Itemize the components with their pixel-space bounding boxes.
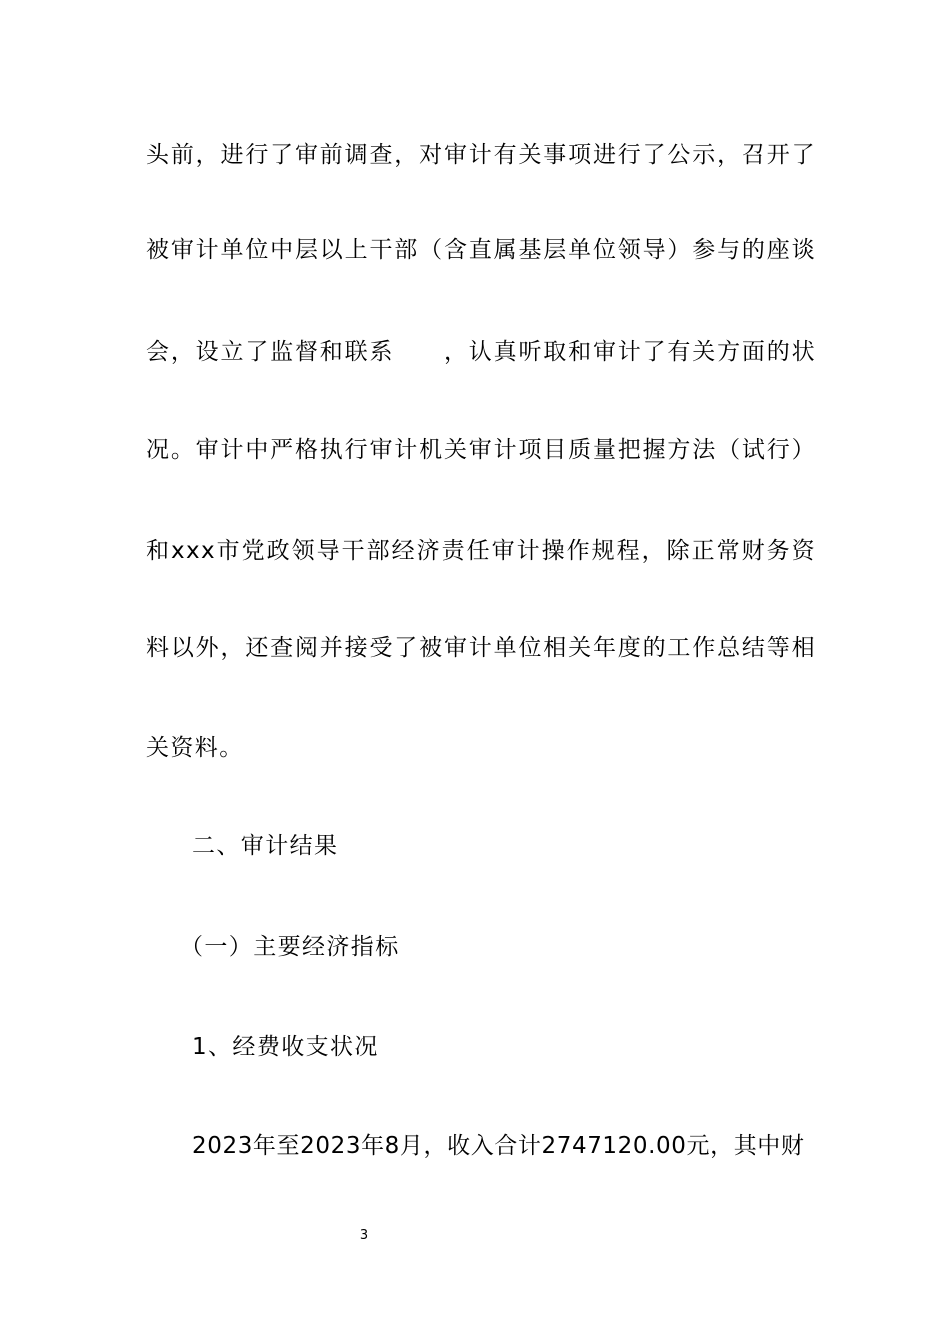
- body-text-line-2: 被审计单位中层以上干部（含直属基层单位领导）参与的座谈: [146, 237, 816, 263]
- body-text-line-3: 会，设立了监督和联系 ，认真听取和审计了有关方面的状: [146, 339, 816, 365]
- page-number: 3: [359, 1228, 369, 1243]
- section-heading: 二、审计结果: [192, 833, 339, 859]
- subsection-heading: （一）主要经济指标: [180, 934, 400, 960]
- body-text-last-line: 2023年至2023年8月，收入合计2747120.00元，其中财: [192, 1133, 805, 1159]
- body-text-line-7: 关资料。: [146, 735, 244, 761]
- body-text-line-4: 况。审计中严格执行审计机关审计项目质量把握方法（试行）: [146, 437, 816, 463]
- item-heading: 1、经费收支状况: [192, 1034, 379, 1060]
- body-text-line-1: 头前，进行了审前调查，对审计有关事项进行了公示，召开了: [146, 142, 816, 168]
- body-text-line-5: 和xxx市党政领导干部经济责任审计操作规程，除正常财务资: [146, 538, 816, 564]
- body-text-line-6: 料以外，还查阅并接受了被审计单位相关年度的工作总结等相: [146, 635, 816, 661]
